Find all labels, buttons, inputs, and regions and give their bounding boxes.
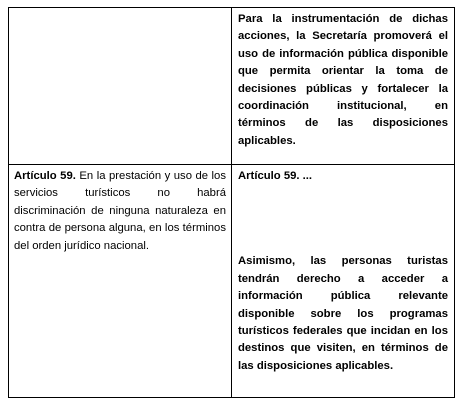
article-heading: Artículo 59. xyxy=(14,170,76,182)
bottom-left-cell xyxy=(9,165,232,398)
article-59-current xyxy=(14,168,226,255)
bottom-right-cell xyxy=(232,165,455,398)
top-left-cell xyxy=(9,8,232,165)
top-right-cell xyxy=(232,8,455,165)
top-right-text: Para la instrumentación de dichas acciones, la Secretaría promoverá el uso de información pública disponible que permita orientar la toma de decisiones públicas y fortalecer la coordinación institucional, en términos de las disposiciones aplicables. xyxy=(238,13,448,147)
blank-space xyxy=(238,185,448,253)
article-59-proposed-text: Asimismo, las personas turistas tendrán derecho a acceder a información pública relevante disponible sobre los programas turísticos federales que incidan en los destinos que visiten, en términos de las disposiciones aplicables. xyxy=(238,255,448,372)
table-row xyxy=(9,8,455,165)
article-text: En la prestación y uso de los servicios turísticos no habrá discriminación de ninguna naturaleza en contra de persona alguna, en los términos del orden jurídico nacional. xyxy=(14,170,226,252)
article-heading-proposed: Artículo 59. ... xyxy=(238,170,313,182)
table-row xyxy=(9,165,455,398)
comparison-table xyxy=(8,7,455,398)
